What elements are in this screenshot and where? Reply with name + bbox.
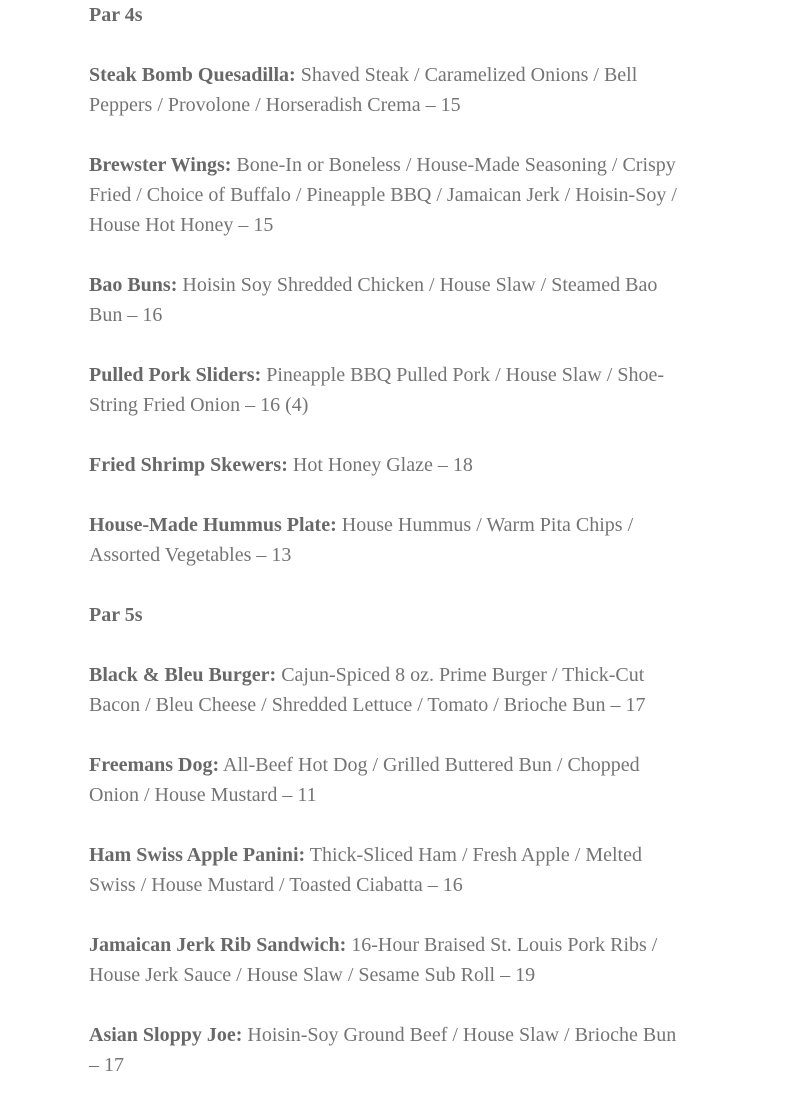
- menu-item-name: Pulled Pork Sliders:: [89, 364, 262, 386]
- menu-item-description: All-Beef Hot Dog / Grilled Buttered Bun / Chopped Onion / House Mustard – 11: [89, 754, 640, 806]
- menu-item-description: Hoisin-Soy Ground Beef / House Slaw / Brioche Bun – 17: [89, 1024, 677, 1076]
- menu-item-name: Steak Bomb Quesadilla:: [89, 64, 296, 86]
- menu-item-description: 16-Hour Braised St. Louis Pork Ribs / House Jerk Sauce / House Slaw / Sesame Sub Roll – 19: [89, 934, 658, 986]
- menu-item-name: Freemans Dog:: [89, 754, 220, 776]
- menu-item-description: Thick-Sliced Ham / Fresh Apple / Melted Swiss / House Mustard / Toasted Ciabatta – 16: [89, 844, 642, 896]
- menu-item-name: Black & Bleu Burger:: [89, 664, 277, 686]
- menu-item-hummus-plate: [89, 510, 689, 570]
- menu-item-name: Asian Sloppy Joe:: [89, 1024, 243, 1046]
- menu-item-name: House-Made Hummus Plate:: [89, 514, 337, 536]
- menu-item-ham-swiss-apple-panini: [89, 840, 689, 900]
- menu-item-name: Bao Buns:: [89, 274, 178, 296]
- menu-item-description: Hoisin Soy Shredded Chicken / House Slaw / Steamed Bao Bun – 16: [89, 274, 658, 326]
- menu-item-steak-bomb-quesadilla: [89, 60, 689, 120]
- menu-item-black-bleu-burger: [89, 660, 689, 720]
- menu-item-description: Shaved Steak / Caramelized Onions / Bell Peppers / Provolone / Horseradish Crema – 15: [89, 64, 638, 116]
- menu-item-asian-sloppy-joe: [89, 1020, 689, 1080]
- menu-item-name: Jamaican Jerk Rib Sandwich:: [89, 934, 347, 956]
- menu-item-name: Fried Shrimp Skewers:: [89, 454, 288, 476]
- menu-item-name: Ham Swiss Apple Panini:: [89, 844, 306, 866]
- section-heading-par-5s: Par 5s: [89, 604, 143, 626]
- menu-item-fried-shrimp-skewers: [89, 450, 689, 480]
- menu-item-description: Cajun-Spiced 8 oz. Prime Burger / Thick-Cut Bacon / Bleu Cheese / Shredded Lettuce / Tomato / Brioche Bun – 17: [89, 664, 646, 716]
- menu-item-name: Brewster Wings:: [89, 154, 232, 176]
- menu-item-description: Bone-In or Boneless / House-Made Seasoning / Crispy Fried / Choice of Buffalo / Pineapple BBQ / Jamaican Jerk / Hoisin-Soy / House Hot Honey – 15: [89, 154, 677, 236]
- menu-content: [89, 0, 689, 1110]
- menu-item-description: Hot Honey Glaze – 18: [287, 454, 473, 476]
- menu-item-bao-buns: [89, 270, 689, 330]
- menu-item-brewster-wings: [89, 150, 689, 240]
- menu-item-jamaican-jerk-rib-sandwich: [89, 930, 689, 990]
- menu-item-description: Pineapple BBQ Pulled Pork / House Slaw / Shoe-String Fried Onion – 16 (4): [89, 364, 664, 416]
- menu-item-description: House Hummus / Warm Pita Chips / Assorted Vegetables – 13: [89, 514, 634, 566]
- section-heading-par-4s: Par 4s: [89, 4, 143, 26]
- menu-item-pulled-pork-sliders: [89, 360, 689, 420]
- menu-item-freemans-dog: [89, 750, 689, 810]
